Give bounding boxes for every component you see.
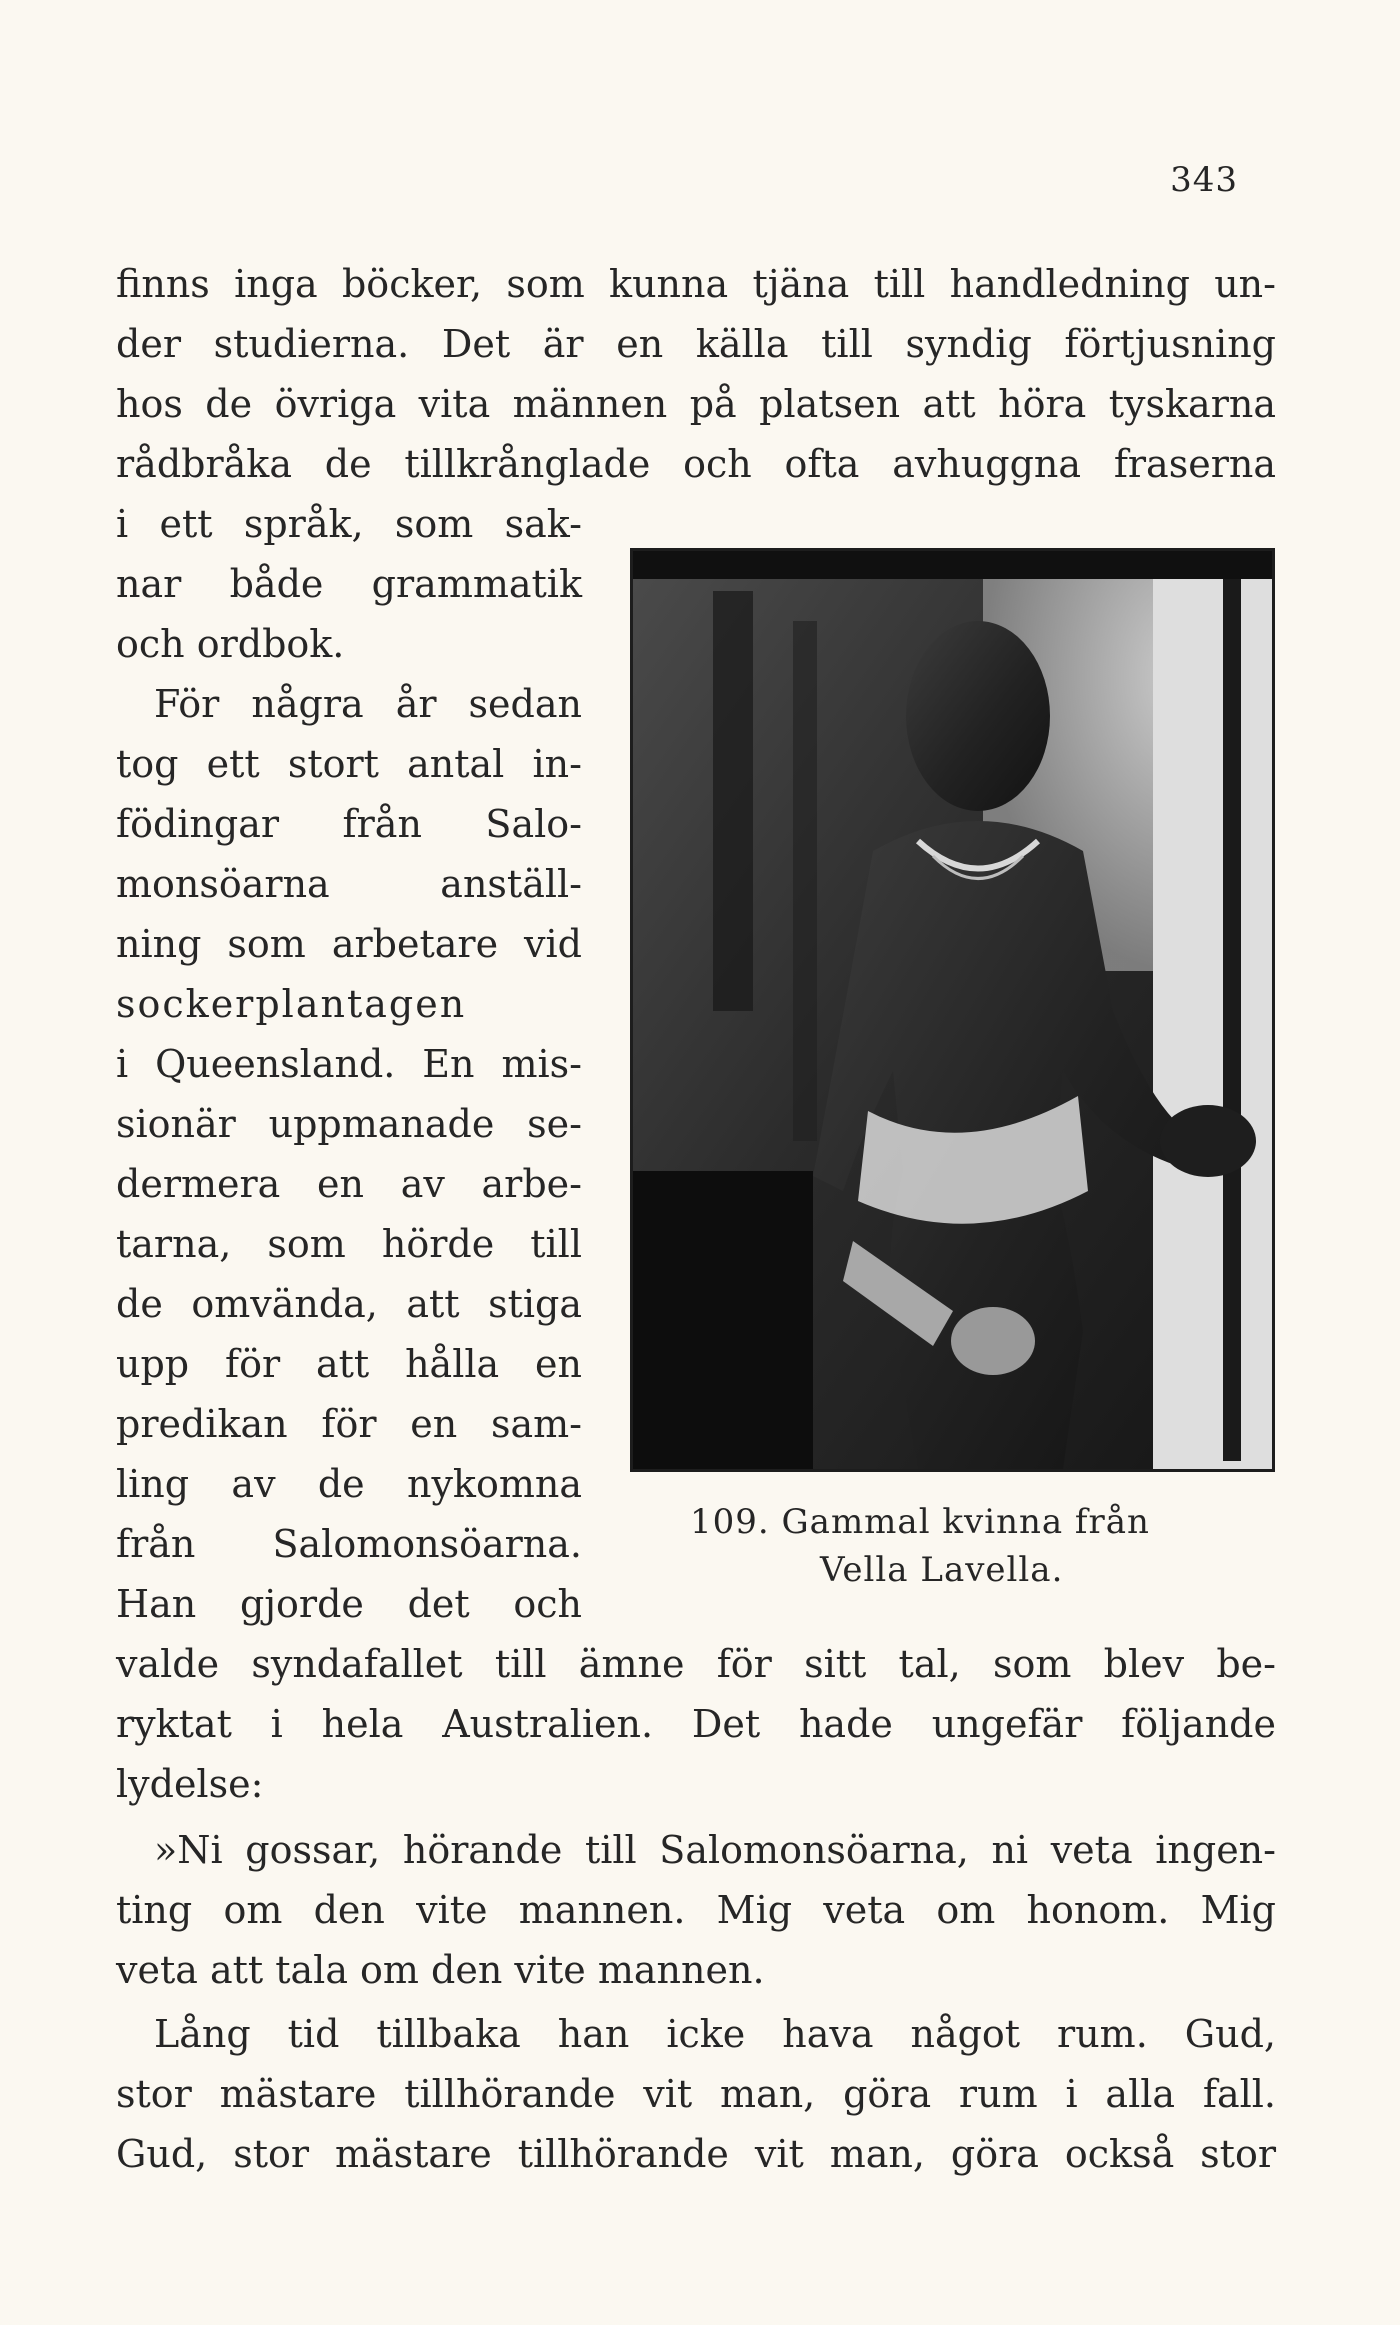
body-text-line: stor mästare tillhörande vit man, göra rum i alla fall. bbox=[116, 2072, 1276, 2116]
quote-text-line: veta att tala om den vite mannen. bbox=[116, 1948, 765, 1992]
body-text-line: Gud, stor mästare tillhörande vit man, göra också stor bbox=[116, 2132, 1276, 2176]
portrait-photo-image bbox=[633, 551, 1272, 1469]
body-text-line: der studierna. Det är en källa till syndig förtjusning bbox=[116, 322, 1276, 366]
caption-line-1 bbox=[690, 1498, 1250, 1546]
body-text-line: ling av de nykomna bbox=[116, 1462, 582, 1506]
body-text-line: ning som arbetare vid bbox=[116, 922, 582, 966]
figure-caption bbox=[690, 1498, 1250, 1594]
quote-text-line: »Ni gossar, hörande till Salomonsöarna, ni veta ingen- bbox=[154, 1828, 1276, 1872]
body-text-line: ryktat i hela Australien. Det hade ungefär följande bbox=[116, 1702, 1276, 1746]
body-text-line: de omvända, att stiga bbox=[116, 1282, 582, 1326]
body-text-line: rådbråka de tillkrånglade och ofta avhuggna fraserna bbox=[116, 442, 1276, 486]
body-text-line: hos de övriga vita männen på platsen att höra tyskarna bbox=[116, 382, 1276, 426]
body-text-line: från Salomonsöarna. bbox=[116, 1522, 582, 1566]
body-text-line: För några år sedan bbox=[154, 682, 582, 726]
body-text-line: finns inga böcker, som kunna tjäna till handledning un- bbox=[116, 262, 1276, 306]
body-text-line: sockerplantagen bbox=[116, 982, 467, 1026]
caption-text-2: Vella Lavella. bbox=[820, 1550, 1064, 1590]
body-text-line: lydelse: bbox=[116, 1762, 264, 1806]
body-text-line: Lång tid tillbaka han icke hava något rum. Gud, bbox=[154, 2012, 1276, 2056]
figure-photograph bbox=[630, 548, 1275, 1472]
body-text-line: tarna, som hörde till bbox=[116, 1222, 582, 1266]
body-text-line: Han gjorde det och bbox=[116, 1582, 582, 1626]
body-text-line: födingar från Salo- bbox=[116, 802, 582, 846]
body-text-line: i Queensland. En mis- bbox=[116, 1042, 582, 1086]
figure-number: 109. bbox=[690, 1502, 770, 1542]
body-text-line: valde syndafallet till ämne för sitt tal, som blev be- bbox=[116, 1642, 1276, 1686]
body-text-line: monsöarna anställ- bbox=[116, 862, 582, 906]
body-text-line: sionär uppmanade se- bbox=[116, 1102, 582, 1146]
body-text-line: predikan för en sam- bbox=[116, 1402, 582, 1446]
body-text-line: tog ett stort antal in- bbox=[116, 742, 582, 786]
body-text-line: och ordbok. bbox=[116, 622, 345, 666]
body-text-line: upp för att hålla en bbox=[116, 1342, 582, 1386]
body-text-line: dermera en av arbe- bbox=[116, 1162, 582, 1206]
page-number: 343 bbox=[1170, 160, 1238, 200]
body-text-line: nar både grammatik bbox=[116, 562, 582, 606]
body-text-line: i ett språk, som sak- bbox=[116, 502, 582, 546]
caption-text-1: Gammal kvinna från bbox=[781, 1502, 1150, 1542]
quote-text-line: ting om den vite mannen. Mig veta om honom. Mig bbox=[116, 1888, 1276, 1932]
